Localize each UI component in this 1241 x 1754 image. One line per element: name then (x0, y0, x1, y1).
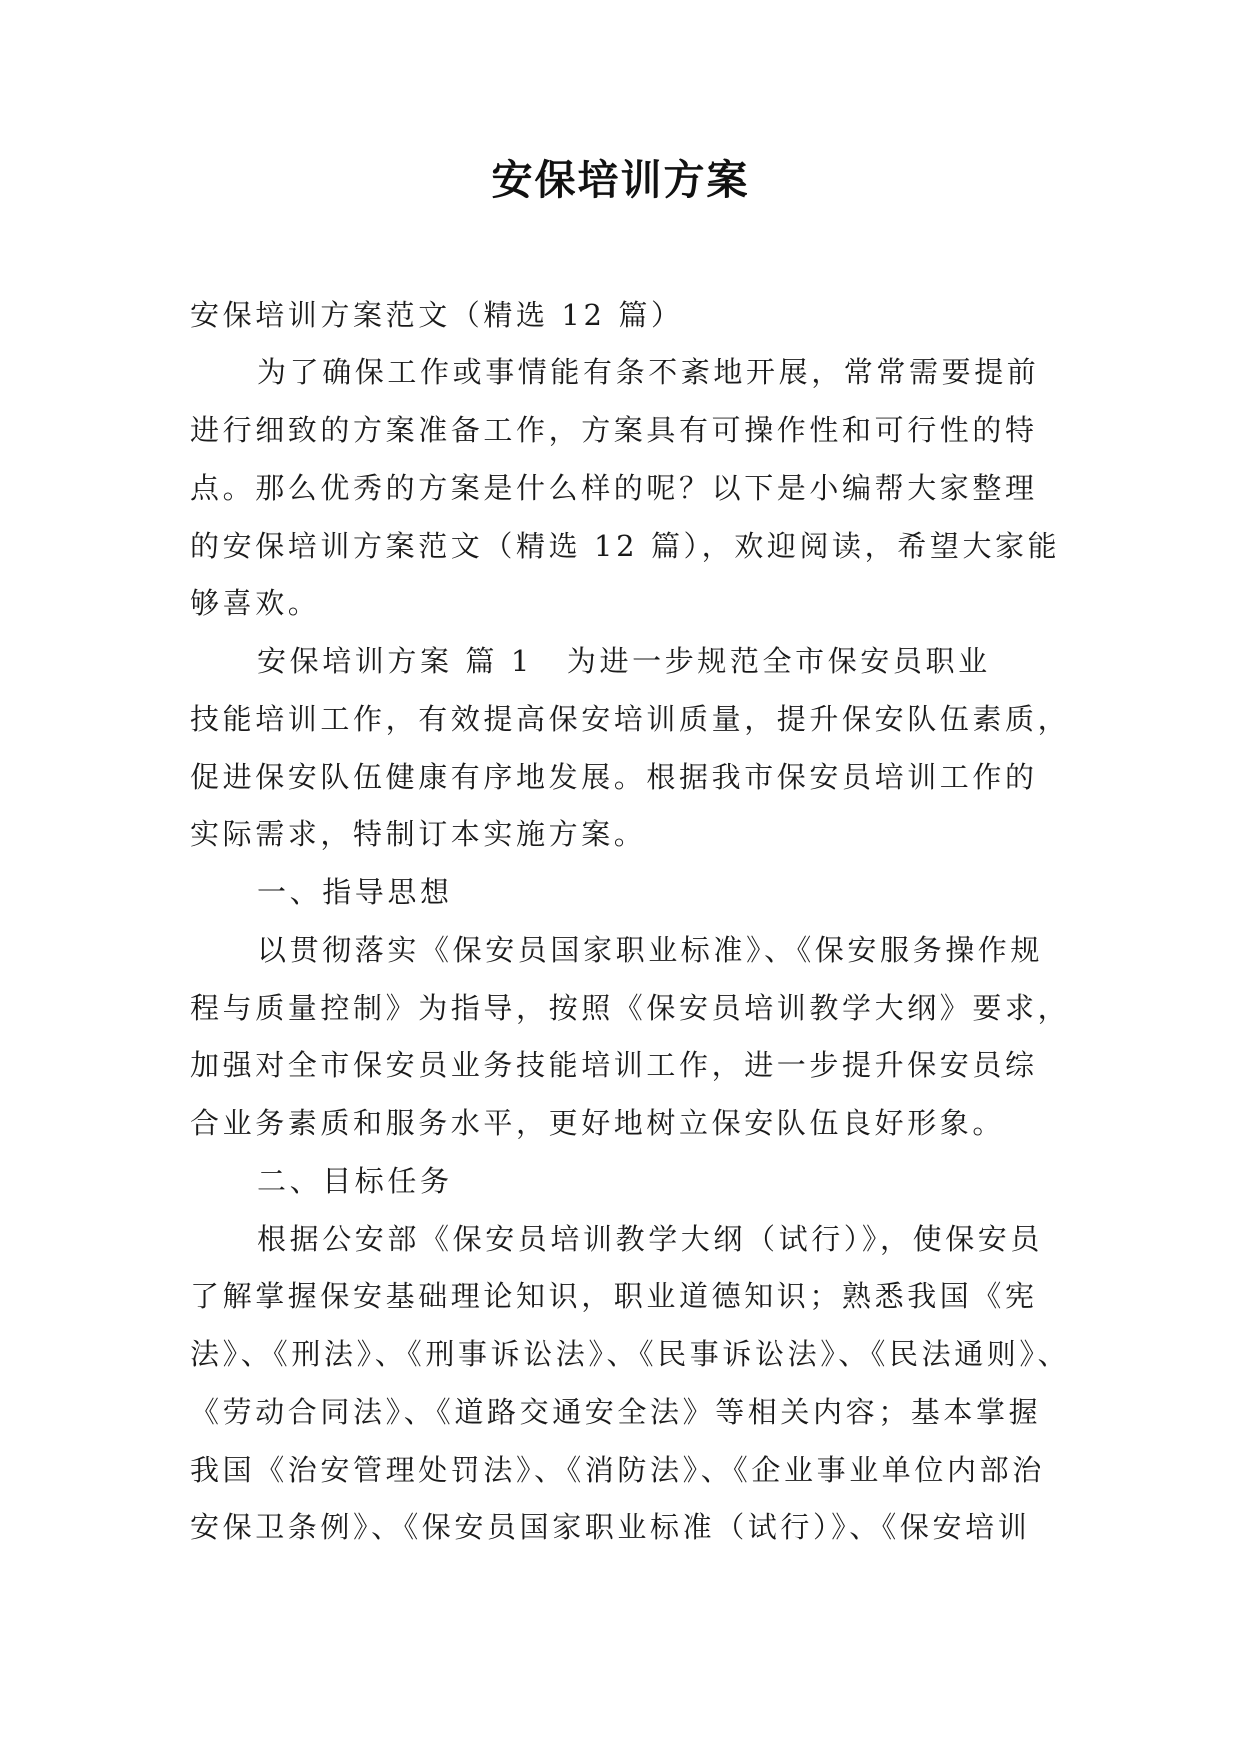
paragraph-line: 《劳动合同法》、《道路交通安全法》等相关内容；基本掌握 (190, 1395, 1042, 1429)
paragraph-line: 加强对全市保安员业务技能培训工作，进一步提升保安员综 (190, 1048, 1038, 1082)
paragraph-line: 的安保培训方案范文（精选 12 篇），欢迎阅读，希望大家能 (190, 529, 1061, 563)
document-title: 安保培训方案 (491, 156, 750, 204)
paragraph-line: 点。那么优秀的方案是什么样的呢？以下是小编帮大家整理 (190, 471, 1038, 505)
paragraph-line: 技能培训工作，有效提高保安培训质量，提升保安队伍素质， (190, 702, 1071, 736)
paragraph-line: 我国《治安管理处罚法》、《消防法》、《企业事业单位内部治 (190, 1453, 1045, 1487)
paragraph-line: 合业务素质和服务水平，更好地树立保安队伍良好形象。 (190, 1106, 1006, 1140)
heading-guiding-thought: 一、指导思想 (257, 875, 453, 909)
paragraph-line: 程与质量控制》为指导，按照《保安员培训教学大纲》要求， (190, 991, 1071, 1025)
subtitle-line: 安保培训方案范文（精选 12 篇） (190, 298, 684, 332)
paragraph-line: 促进保安队伍健康有序地发展。根据我市保安员培训工作的 (190, 760, 1038, 794)
section-heading-line (257, 641, 991, 681)
section-label: 安保培训方案 篇 1 (257, 644, 533, 678)
paragraph-line: 进行细致的方案准备工作，方案具有可操作性和可行性的特 (190, 413, 1038, 447)
section-first-sentence: 为进一步规范全市保安员职业 (566, 644, 991, 678)
paragraph-line: 安保卫条例》、《保安员国家职业标准（试行）》、《保安培训 (190, 1510, 1031, 1544)
paragraph-line: 根据公安部《保安员培训教学大纲（试行）》，使保安员 (257, 1222, 1044, 1256)
paragraph-line: 为了确保工作或事情能有条不紊地开展，常常需要提前 (257, 355, 1040, 389)
paragraph-line: 实际需求，特制订本实施方案。 (190, 817, 647, 851)
paragraph-line: 了解掌握保安基础理论知识，职业道德知识；熟悉我国《宪 (190, 1279, 1038, 1313)
paragraph-line: 够喜欢。 (190, 586, 321, 620)
heading-goals-tasks: 二、目标任务 (257, 1164, 453, 1198)
paragraph-line: 以贯彻落实《保安员国家职业标准》、《保安服务操作规 (257, 933, 1044, 967)
paragraph-line: 法》、《刑法》、《刑事诉讼法》、《民事诉讼法》、《民法通则》、 (190, 1337, 1071, 1371)
